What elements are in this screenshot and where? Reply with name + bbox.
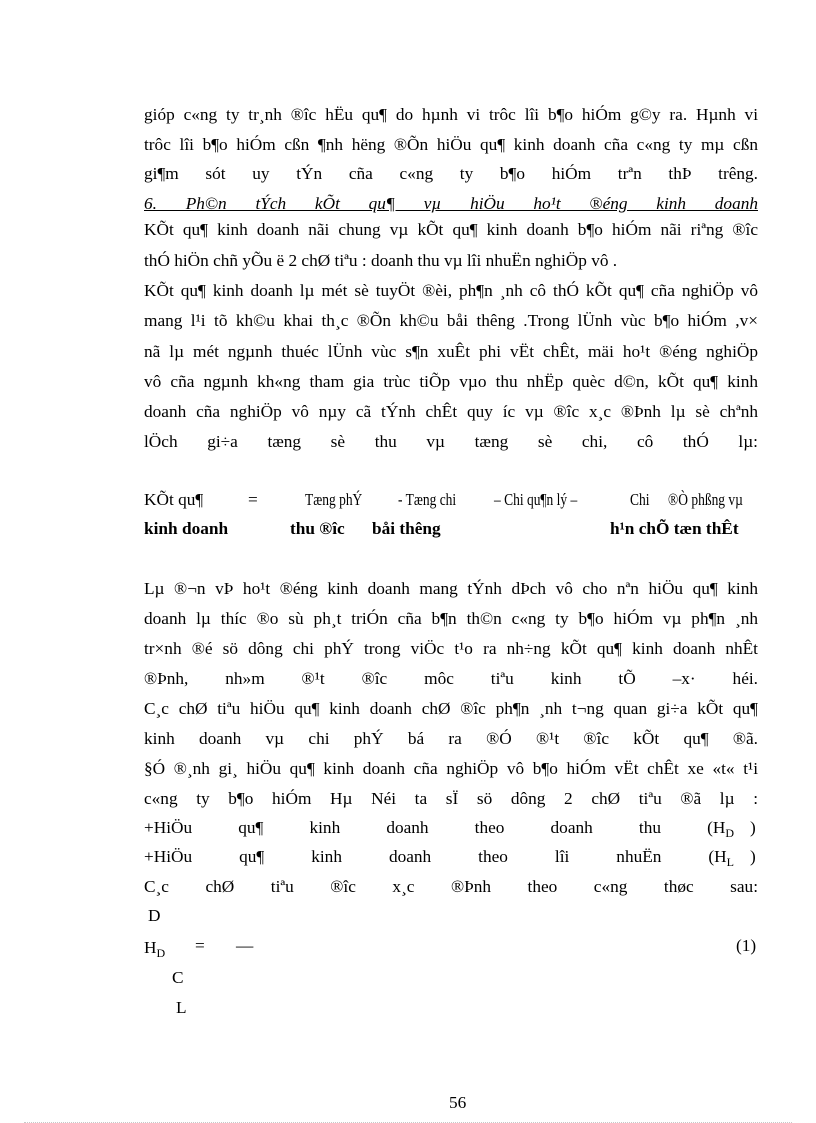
formula-lhs-top: KÕt qu¶ — [144, 490, 204, 509]
text-line: nã lµ mét ngµnh thuéc lÜnh vùc s¶n xuÊt phi vËt chÊt, mäi ho¹t ®éng nghiÖp — [144, 342, 758, 361]
text-line: doanh cña nghiÖp vô nµy cã tÝnh chÊt quy íc vµ ®îc x¸c ®Þnh lµ sè chªnh — [144, 402, 758, 421]
fraction-numerator: D — [148, 906, 161, 925]
text-line: lÖch gi÷a tæng sè thu vµ tæng sè chi, cô thÓ lµ: — [144, 432, 758, 451]
fraction-denominator-sub: L — [176, 998, 187, 1017]
indicator-line: +HiÖu qu¶ kinh doanh theo doanh thu ($H_D$ — [144, 818, 734, 838]
page-number: 56 — [449, 1093, 467, 1112]
formula-term: ®Ò phßng vµ — [668, 490, 743, 509]
text-line: gi¶m sót uy tÝn cña c«ng ty b¶o hiÓm trªn thÞ trêng. — [144, 164, 758, 183]
formula-term-bottom: båi thêng — [372, 519, 441, 538]
text-line: gióp c«ng ty tr¸nh ®îc hËu qu¶ do hµnh vi trôc lîi b¶o hiÓm g©y ra. Hµnh vi — [144, 105, 758, 124]
text-line: §Ó ®¸nh gi¸ hiÖu qu¶ kinh doanh cña nghiÖp vô b¶o hiÓm vËt chÊt xe «t« t¹i — [144, 759, 758, 778]
text-line: doanh lµ thíc ®o sù ph¸t triÓn cña b¶n th©n c«ng ty b¶o hiÓm vµ ph¶n ¸nh — [144, 609, 758, 628]
formula-term: Chi — [630, 490, 650, 509]
text-line: kinh doanh vµ chi phÝ bá ra ®Ó ®¹t ®îc kÕt qu¶ ®ã. — [144, 729, 758, 748]
formula-term: – Chi qu¶n lý – — [494, 490, 578, 509]
equation-number: (1) — [736, 936, 757, 955]
text-line: ®Þnh, nh»m ®¹t ®îc môc tiªu kinh tÕ –x· héi. — [144, 669, 758, 688]
formula-term-bottom: h¹n chÕ tæn thÊt — [610, 519, 739, 538]
text-line: Lµ ®¬n vÞ ho¹t ®éng kinh doanh mang tÝnh dÞch vô cho nªn hiÖu qu¶ kinh — [144, 579, 758, 598]
text-line: C¸c chØ tiªu hiÖu qu¶ kinh doanh chØ ®îc ph¶n ¸nh t¬ng quan gi÷a kÕt qu¶ — [144, 699, 758, 718]
fraction-equals: = — [195, 936, 205, 955]
text-line: trôc lîi b¶o hiÓm cßn ¶nh hëng ®Õn hiÖu qu¶ kinh doanh cña c«ng ty mµ cßn — [144, 135, 758, 154]
fraction-bar: — — [236, 936, 254, 955]
formula-term: Tæng phÝ — [305, 490, 363, 509]
close-paren: ) — [750, 847, 756, 866]
indicator-line: +HiÖu qu¶ kinh doanh theo lîi nhuËn ($H_L$ — [144, 847, 734, 867]
text-line: tr×nh ®é sö dông chi phÝ trong viÖc t¹o ra nh÷ng kÕt qu¶ kinh doanh nhÊt — [144, 639, 758, 658]
fraction-denominator: C — [172, 968, 184, 987]
formula-equals: = — [248, 490, 258, 509]
close-paren: ) — [750, 818, 756, 837]
text-line: c«ng ty b¶o hiÓm Hµ Néi ta sÏ sö dông 2 chØ tiªu ®ã lµ : — [144, 789, 758, 808]
formula-lhs-bottom: kinh doanh — [144, 519, 229, 538]
text-line: KÕt qu¶ kinh doanh nãi chung vµ kÕt qu¶ kinh doanh b¶o hiÓm nãi riªng ®îc — [144, 220, 758, 239]
text-line: thÓ hiÖn chñ yÕu ë 2 chØ tiªu : doanh thu vµ lîi nhuËn nghiÖp vô . — [144, 251, 618, 270]
text-line: KÕt qu¶ kinh doanh lµ mét sè tuyÖt ®èi, ph¶n ¸nh cô thÓ kÕt qu¶ cña nghiÖp vô — [144, 281, 758, 300]
section-heading: 6. Ph©n tÝch kÕt qu¶ vµ hiÖu ho¹t ®éng kinh doanh — [144, 194, 758, 213]
formula-term-bottom: thu ®îc — [290, 519, 345, 538]
text-line: C¸c chØ tiªu ®îc x¸c ®Þnh theo c«ng thøc sau: — [144, 877, 758, 896]
text-line: vô cña ngµnh kh«ng tham gia trùc tiÕp vµo thu nhËp quèc d©n, kÕt qu¶ kinh — [144, 372, 758, 391]
fraction-lhs: $H_D$ — [144, 938, 166, 960]
text-line: mang l¹i tõ kh©u khai th¸c ®Õn kh©u båi thêng .Trong lÜnh vùc b¶o hiÓm ,v× — [144, 311, 758, 330]
formula-term: - Tæng chi — [398, 490, 457, 509]
